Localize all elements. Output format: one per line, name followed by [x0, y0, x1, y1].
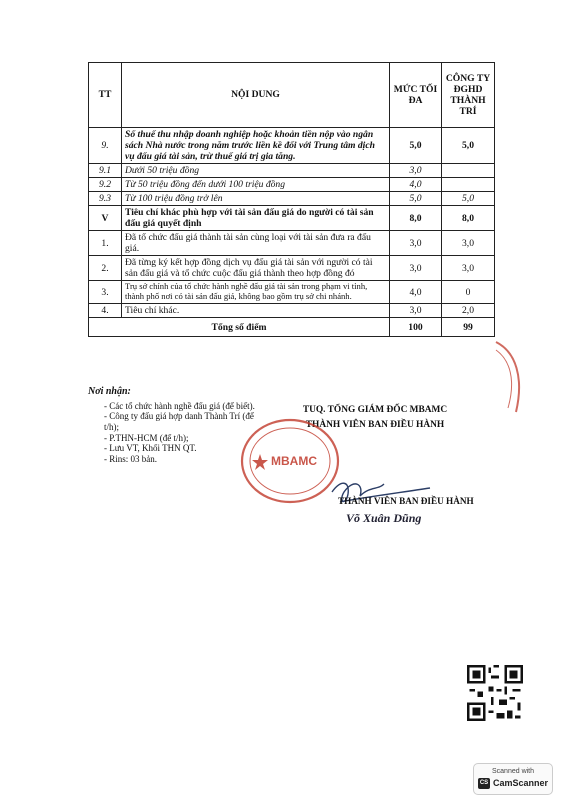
row-company: 8,0 — [442, 206, 495, 231]
row-max: 5,0 — [390, 128, 442, 164]
signature-line2: THÀNH VIÊN BAN ĐIỀU HÀNH — [305, 420, 445, 431]
row-company — [442, 178, 495, 192]
row-content: Dưới 50 triệu đồng — [122, 164, 390, 178]
qr-code — [467, 665, 523, 721]
signer-role: THÀNH VIÊN BAN ĐIỀU HÀNH — [338, 496, 474, 506]
row-max: 8,0 — [390, 206, 442, 231]
row-max: 3,0 — [390, 164, 442, 178]
row-tt: 4. — [89, 304, 122, 318]
table-row — [89, 178, 495, 192]
recipient-item: - Rins: 03 bản. — [104, 453, 157, 464]
row-content: Từ 50 triệu đồng đến dưới 100 triệu đồng — [122, 178, 390, 192]
row-max: 5,0 — [390, 192, 442, 206]
row-company — [442, 164, 495, 178]
row-tt: 9. — [89, 128, 122, 164]
table-row — [89, 128, 495, 164]
row-company: 3,0 — [442, 231, 495, 256]
row-max: 3,0 — [390, 231, 442, 256]
row-content: Trụ sở chính của tổ chức hành nghề đấu giá tài sản trong phạm vi tỉnh, thành phố nơi có tài sản đấu giá, không bao gồm trụ sở chi nhánh. — [122, 281, 390, 304]
row-max: 3,0 — [390, 304, 442, 318]
row-content: Từ 100 triệu đồng trở lên — [122, 192, 390, 206]
row-content: Đã tổ chức đấu giá thành tài sản cùng loại với tài sản đưa ra đấu giá. — [122, 231, 390, 256]
table-total-row — [89, 318, 495, 337]
table-row — [89, 281, 495, 304]
table-row — [89, 231, 495, 256]
score-table — [88, 62, 495, 337]
row-company: 5,0 — [442, 128, 495, 164]
recipient-item: - P.THN-HCM (để t/h); — [104, 432, 189, 443]
header-company: CÔNG TY ĐGHD THÀNH TRÍ — [442, 63, 495, 128]
row-content: Tiêu chí khác. — [122, 304, 390, 318]
camscanner-icon: CS — [478, 778, 490, 789]
recipient-item: - Các tổ chức hành nghề đấu giá (để biết). — [104, 400, 255, 411]
total-company: 99 — [442, 318, 495, 337]
row-content: Số thuế thu nhập doanh nghiệp hoặc khoản tiền nộp vào ngân sách Nhà nước trong năm trước liền kề đối với Trung tâm dịch vụ đấu giá tài sản, trừ thuế giá trị gia tăng. — [122, 128, 390, 164]
row-content: Đã từng ký kết hợp đồng dịch vụ đấu giá tài sản với người có tài sản đấu giá và tổ chức cuộc đấu giá thành theo hợp đồng đó — [122, 256, 390, 281]
table-row — [89, 304, 495, 318]
signature-line1: TUQ. TỔNG GIÁM ĐỐC MBAMC — [302, 405, 448, 415]
recipients-title: Nơi nhận: — [88, 386, 131, 397]
signer-name: Võ Xuân Dũng — [346, 511, 422, 525]
table-row — [89, 256, 495, 281]
total-label: Tổng số điểm — [89, 318, 390, 337]
row-max: 4,0 — [390, 178, 442, 192]
scanned-with-label: Scanned with — [491, 768, 535, 775]
edge-stamp — [494, 338, 524, 416]
table-row — [89, 206, 495, 231]
row-company: 3,0 — [442, 256, 495, 281]
row-tt: 2. — [89, 256, 122, 281]
table-header-row — [89, 63, 495, 128]
camscanner-name: CamScanner — [493, 778, 549, 788]
row-tt: 1. — [89, 231, 122, 256]
row-max: 4,0 — [390, 281, 442, 304]
header-tt: TT — [89, 63, 122, 128]
row-company: 0 — [442, 281, 495, 304]
row-tt: 9.3 — [89, 192, 122, 206]
row-tt: 9.2 — [89, 178, 122, 192]
row-company: 2,0 — [442, 304, 495, 318]
row-max: 3,0 — [390, 256, 442, 281]
row-tt: 9.1 — [89, 164, 122, 178]
recipient-item: - Lưu VT, Khối THN QT. — [104, 443, 197, 454]
stamp-text: MBAMC — [271, 454, 317, 468]
total-max: 100 — [390, 318, 442, 337]
row-content: Tiêu chí khác phù hợp với tài sản đấu giá do người có tài sản đấu giá quyết định — [122, 206, 390, 231]
header-max: MỨC TỐI ĐA — [390, 63, 442, 128]
recipient-item: - Công ty đấu giá hợp danh Thành Trí (để t/h); — [104, 411, 254, 433]
camscanner-badge — [473, 763, 553, 795]
table-row — [89, 164, 495, 178]
header-content: NỘI DUNG — [122, 63, 390, 128]
row-company: 5,0 — [442, 192, 495, 206]
table-row — [89, 192, 495, 206]
row-tt: 3. — [89, 281, 122, 304]
row-tt: V — [89, 206, 122, 231]
